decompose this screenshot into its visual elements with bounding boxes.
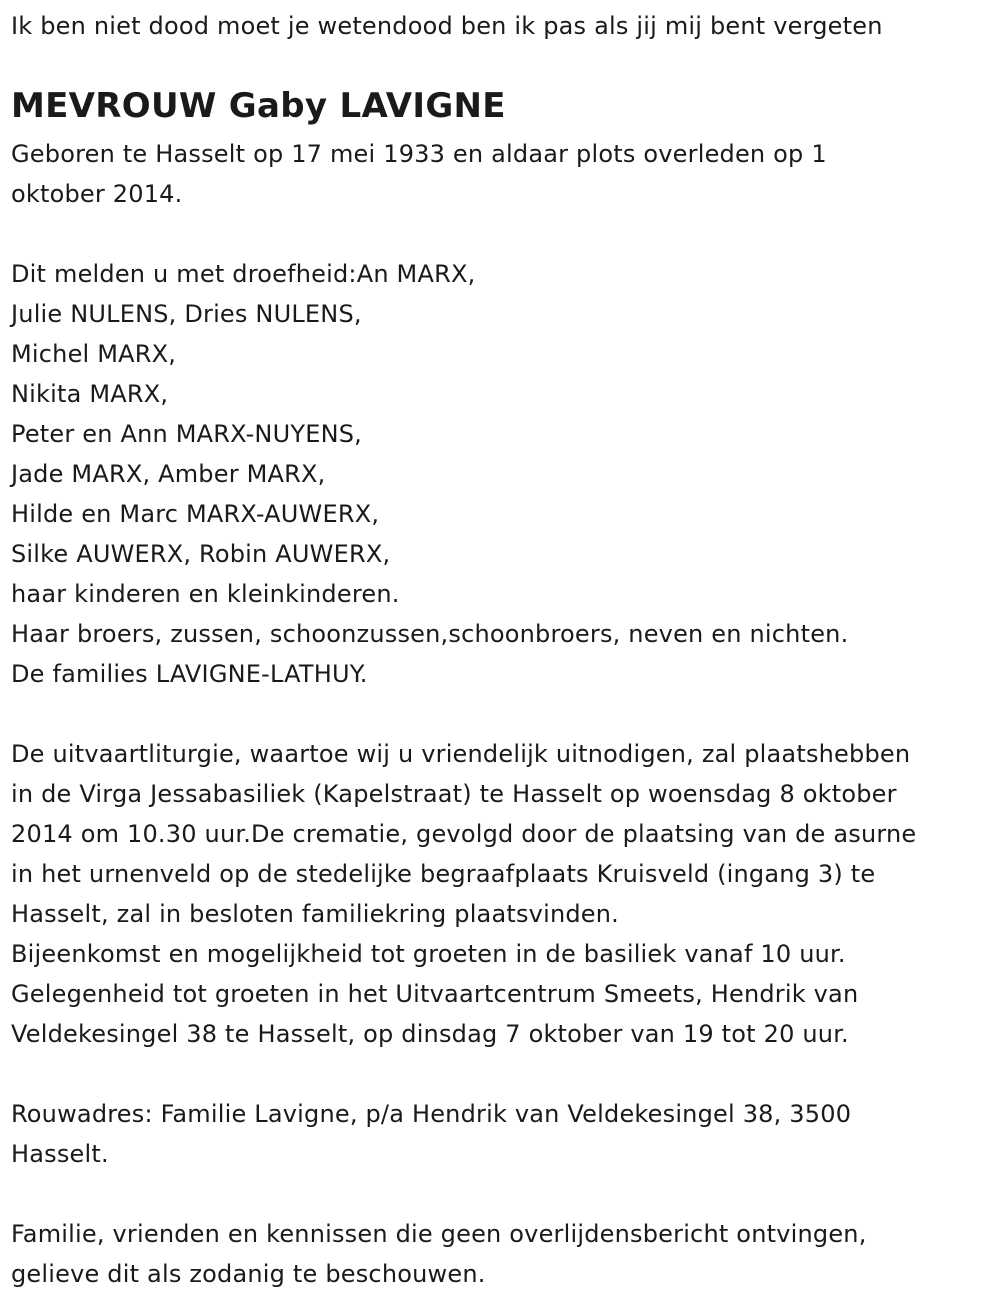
service-line: Gelegenheid tot groeten in het Uitvaartcentrum Smeets, Hendrik van	[11, 980, 859, 1008]
notice-paragraph	[11, 1214, 867, 1294]
service-line: in de Virga Jessabasiliek (Kapelstraat) te Hasselt op woensdag 8 oktober	[11, 780, 897, 808]
service-line: Veldekesingel 38 te Hasselt, op dinsdag 7 oktober van 19 tot 20 uur.	[11, 1020, 849, 1048]
service-line: in het urnenveld op de stedelijke begraafplaats Kruisveld (ingang 3) te	[11, 860, 876, 888]
service-line: Bijeenkomst en mogelijkheid tot groeten in de basiliek vanaf 10 uur.	[11, 940, 846, 968]
address-line: Rouwadres: Familie Lavigne, p/a Hendrik van Veldekesingel 38, 3500	[11, 1100, 852, 1128]
service-paragraph	[11, 734, 916, 1054]
motto-text: Ik ben niet dood moet je wetendood ben ik pas als jij mij bent vergeten	[11, 12, 883, 40]
family-line: Peter en Ann MARX-NUYENS,	[11, 420, 362, 448]
family-line: Nikita MARX,	[11, 380, 169, 408]
birth-line: Geboren te Hasselt op 17 mei 1933 en aldaar plots overleden op 1	[11, 140, 827, 168]
family-line: Michel MARX,	[11, 340, 177, 368]
notice-line: Familie, vrienden en kennissen die geen overlijdensbericht ontvingen,	[11, 1220, 867, 1248]
birth-paragraph	[11, 134, 827, 214]
family-line: haar kinderen en kleinkinderen.	[11, 580, 400, 608]
deceased-name: MEVROUW Gaby LAVIGNE	[11, 86, 506, 126]
family-line: Haar broers, zussen, schoonzussen,schoonbroers, neven en nichten.	[11, 620, 849, 648]
address-line: Hasselt.	[11, 1140, 109, 1168]
service-line: 2014 om 10.30 uur.De crematie, gevolgd door de plaatsing van de asurne	[11, 820, 917, 848]
notice-line: gelieve dit als zodanig te beschouwen.	[11, 1260, 486, 1288]
birth-line: oktober 2014.	[11, 180, 183, 208]
family-line: De families LAVIGNE-LATHUY.	[11, 660, 368, 688]
family-line: Hilde en Marc MARX-AUWERX,	[11, 500, 380, 528]
family-line: Silke AUWERX, Robin AUWERX,	[11, 540, 391, 568]
family-paragraph	[11, 254, 848, 694]
service-line: Hasselt, zal in besloten familiekring plaatsvinden.	[11, 900, 620, 928]
address-paragraph	[11, 1094, 851, 1174]
service-line: De uitvaartliturgie, waartoe wij u vriendelijk uitnodigen, zal plaatshebben	[11, 740, 911, 768]
family-line: Julie NULENS, Dries NULENS,	[11, 300, 362, 328]
family-line: Jade MARX, Amber MARX,	[11, 460, 326, 488]
family-line: Dit melden u met droefheid:An MARX,	[11, 260, 476, 288]
